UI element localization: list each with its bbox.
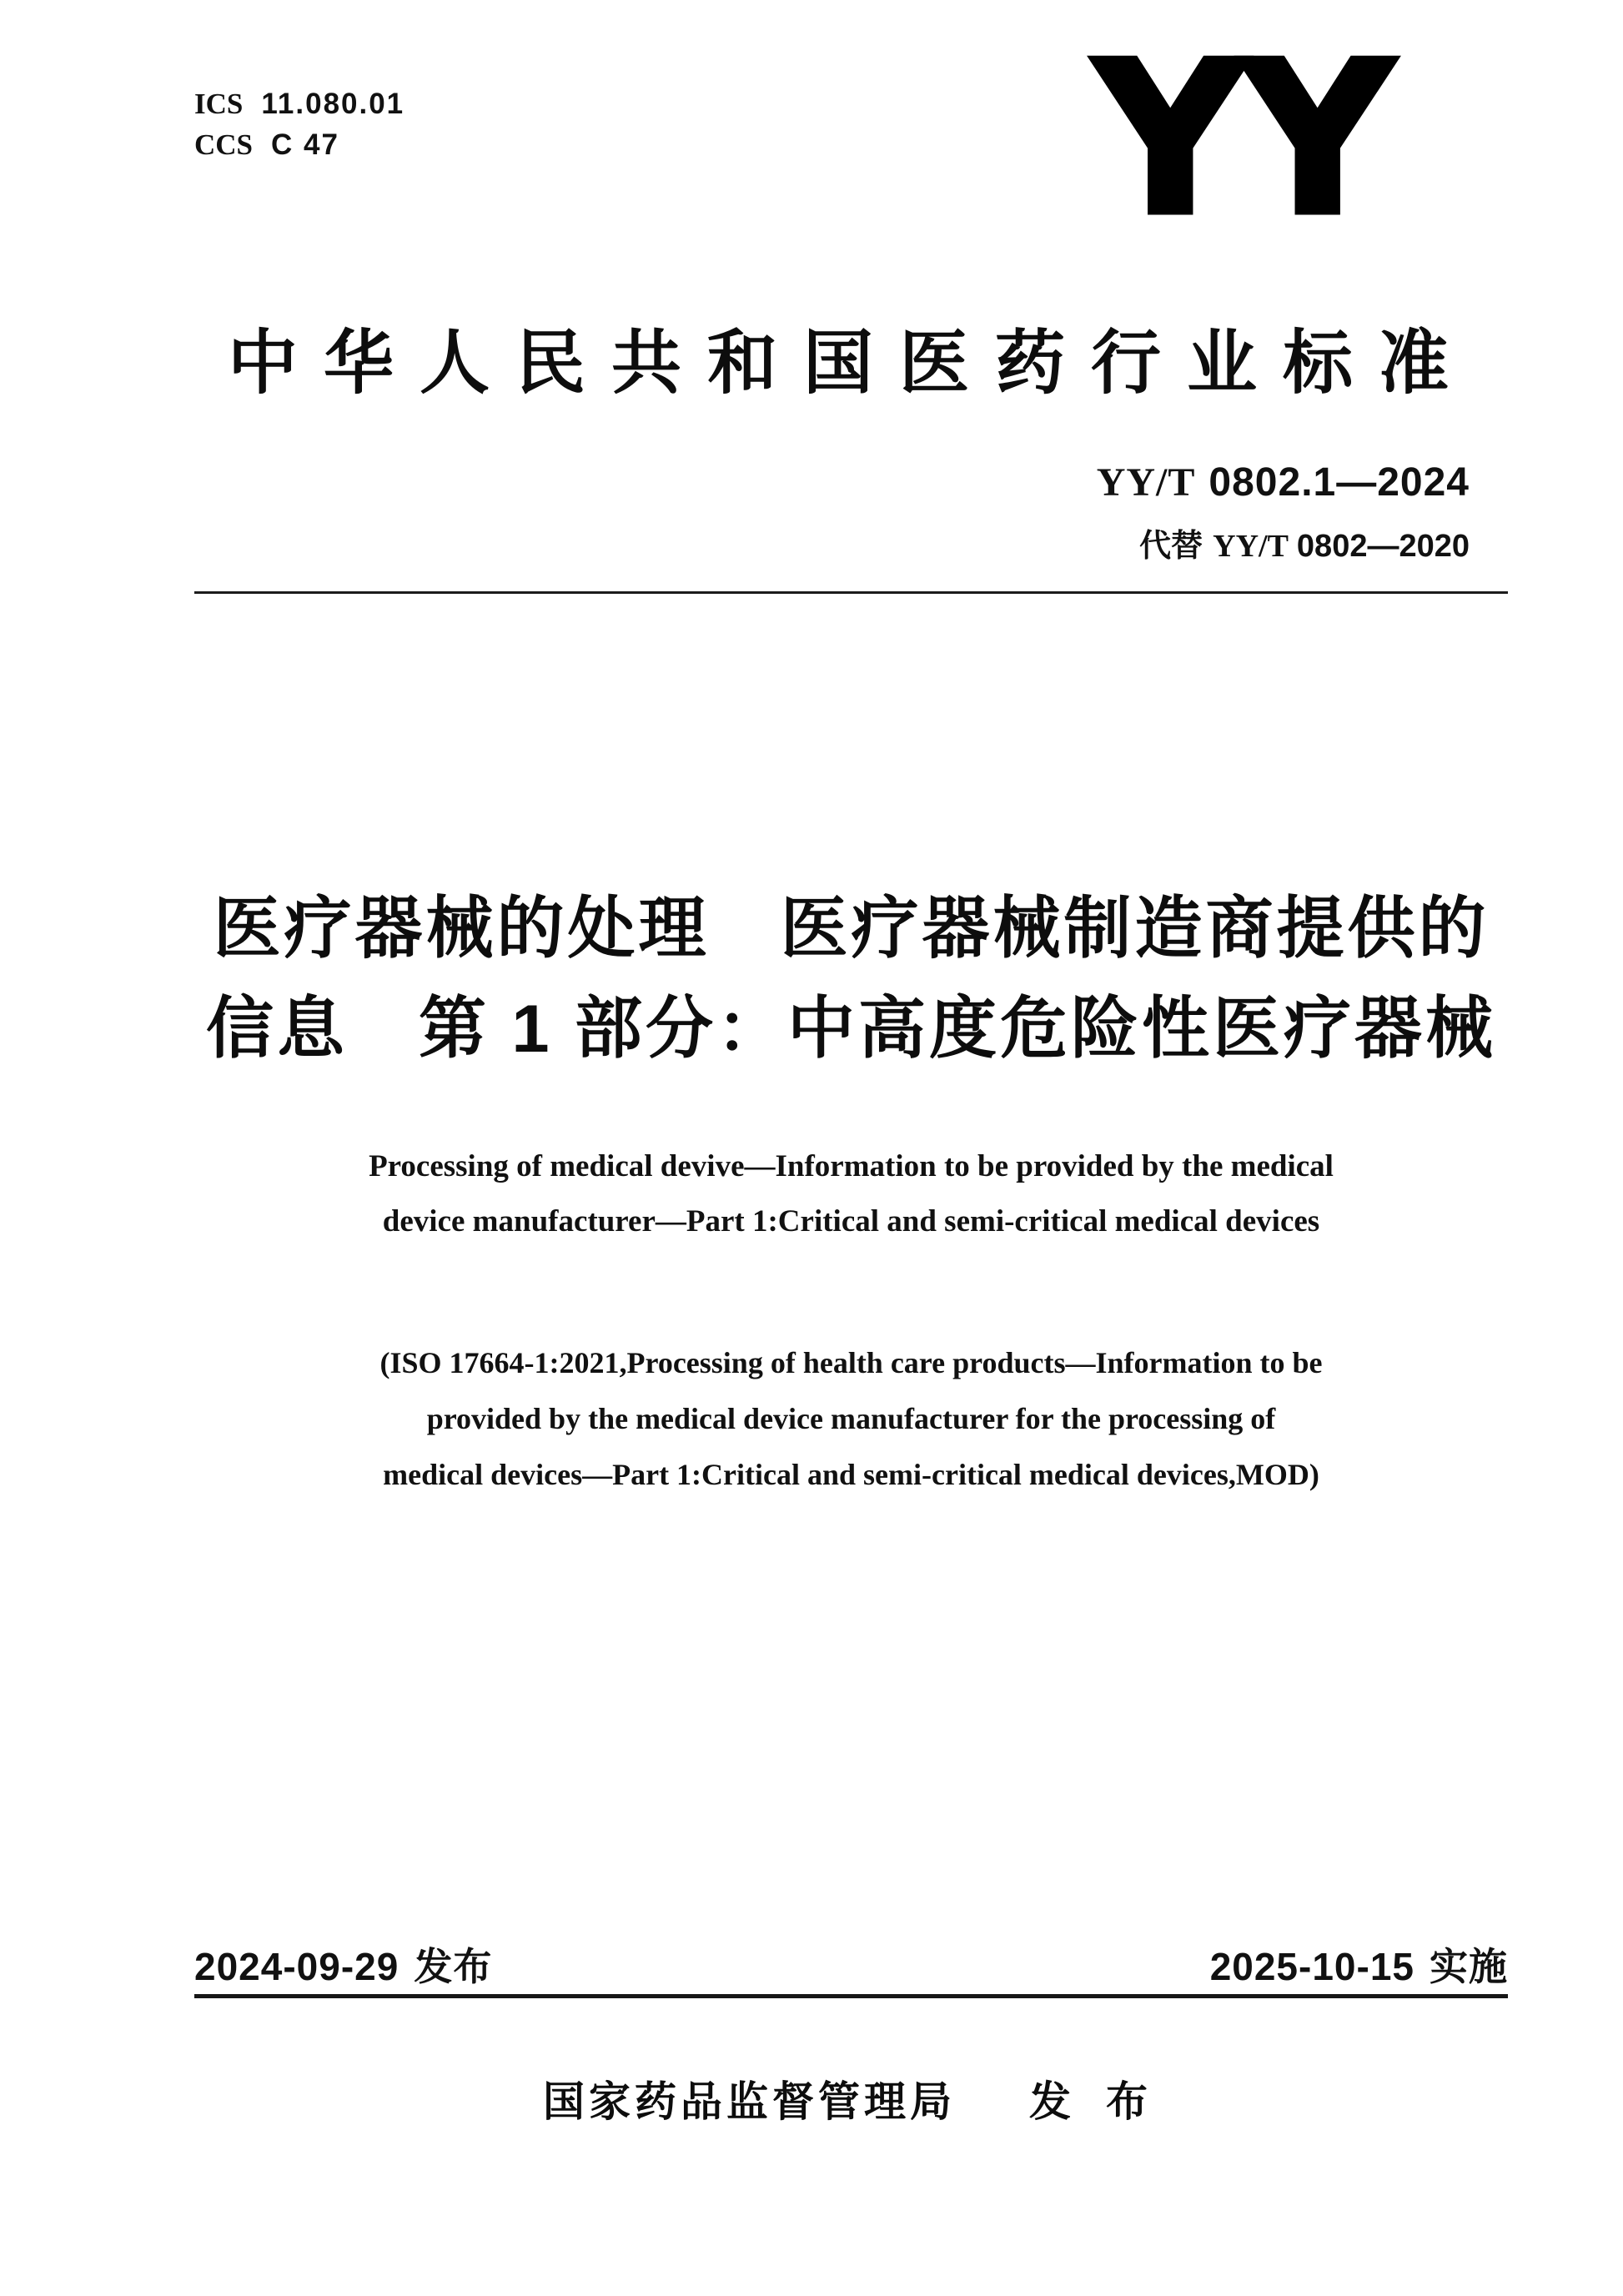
iso-note-line2: provided by the medical device manufacturer for the processing of	[426, 1402, 1276, 1435]
iso-note-line1: (ISO 17664-1:2021,Processing of health care products—Information to be	[379, 1346, 1323, 1379]
ics-label: ICS	[194, 88, 244, 120]
replaced-standard	[1097, 520, 1470, 565]
english-title-line2: device manufacturer—Part 1:Critical and semi-critical medical devices	[382, 1204, 1320, 1238]
implementation-date-value: 2025-10-15	[1209, 1945, 1414, 1988]
footer-divider	[194, 1994, 1508, 1998]
standard-number-value: 0802.1—2024	[1208, 460, 1470, 505]
standard-number-prefix: YY/T	[1096, 460, 1196, 505]
standard-number-block	[1097, 460, 1470, 565]
iso-note-line3: medical devices—Part 1:Critical and semi-critical medical devices,MOD)	[383, 1458, 1319, 1491]
implementation-date-label: 实施	[1430, 1945, 1508, 1988]
page-title: 中华人民共和国医药行业标准	[227, 325, 1475, 403]
replaced-standard-value: 0802—2020	[1296, 529, 1470, 564]
publisher-agency: 国家药品监督管理局	[543, 2078, 957, 2125]
ccs-value: C 47	[271, 128, 339, 161]
chinese-title-line2: 信息 第 1 部分：中高度危险性医疗器械	[205, 992, 1497, 1067]
ccs-code-line	[194, 124, 404, 165]
replaced-standard-prefix: YY/T	[1213, 529, 1289, 564]
standard-number	[1097, 460, 1470, 505]
issue-date-label: 发布	[414, 1945, 493, 1988]
chinese-title-line1: 医疗器械的处理 医疗器械制造商提供的	[213, 892, 1490, 967]
yy-logo: YY	[1094, 18, 1389, 262]
issue-date-value: 2024-09-29	[194, 1945, 399, 1988]
classification-codes	[194, 83, 404, 165]
ics-code-line	[194, 83, 404, 124]
header-divider	[194, 591, 1508, 594]
english-title	[194, 1139, 1508, 1249]
replaces-label: 代替	[1139, 529, 1203, 564]
publisher-action: 发 布	[1029, 2078, 1159, 2125]
issue-date	[194, 1937, 492, 1992]
english-title-line1: Processing of medical devive—Information to be provided by the medical	[369, 1149, 1334, 1183]
iso-adoption-note	[194, 1335, 1508, 1503]
content-column	[194, 0, 1508, 2296]
ccs-label: CCS	[194, 128, 254, 161]
ics-value: 11.080.01	[261, 88, 405, 120]
implementation-date	[1210, 1937, 1508, 1992]
publisher-line	[194, 2068, 1508, 2128]
